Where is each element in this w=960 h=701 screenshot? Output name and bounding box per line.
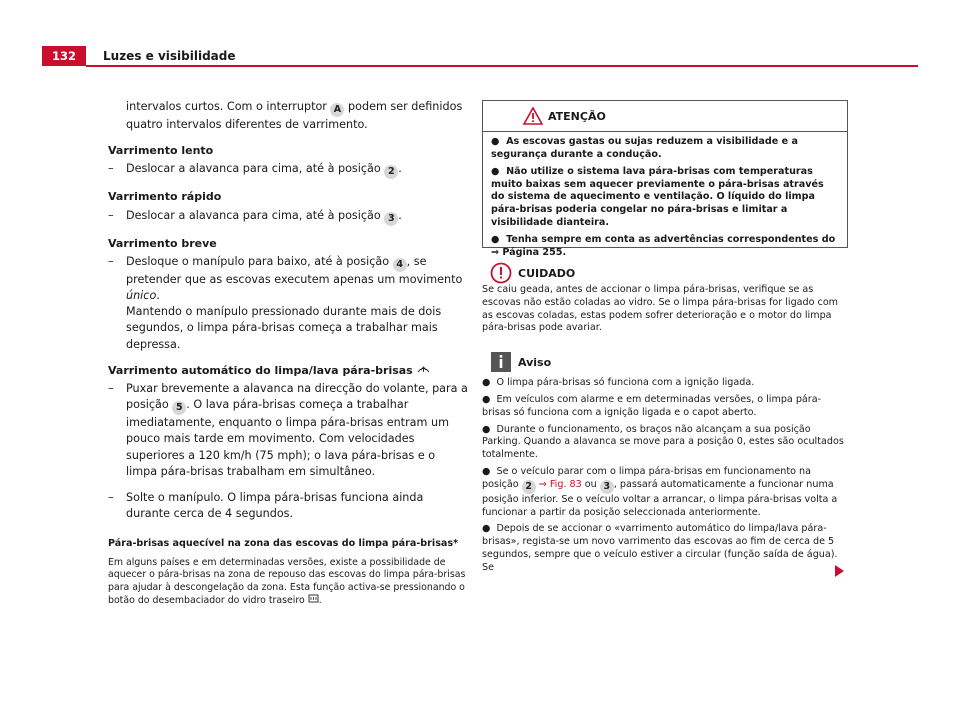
section-title-brief: Varrimento breve [108,236,217,250]
warning-header [483,101,847,132]
caution-title: CUIDADO [518,267,576,280]
notice-title: Aviso [518,356,552,370]
page-title: Luzes e visibilidade [103,49,236,63]
position-badge: 3 [384,212,398,226]
step-auto: – Puxar brevemente a alavanca na direcção do volante, para a posição 5 . O lava pára-brisas começa a trabalhar imediatamente, enquanto o limpa pára-brisas entram um pouco mais tarde em movimento. Com velocidades superiores a 120 km/h (75 mph); o lava pára-brisas e o limpa pára-brisas trabalham em simultâneo. [108,382,468,478]
warning-box [482,100,848,258]
position-badge: 2 [384,165,398,179]
notice-header [482,351,846,373]
warning-item: ● As escovas gastas ou sujas reduzem a visibilidade e a segurança durante a condução. [491,136,798,160]
left-column [108,99,468,608]
step-slow: – Deslocar a alavanca para cima, até à posição 2 . [108,162,402,178]
step-brief: – Desloque o manípulo para baixo, até à posição 4 , se pretender que as escovas executem apenas um movimento único. Mantendo o manípulo pressionado durante mais de dois segundos, o limpa pára-brisas começa a trabalhar mais depressa. [108,254,463,351]
header-rule [86,65,918,67]
warning-item: ● Não utilize o sistema lava pára-brisas com temperaturas muito baixas sem aquecer previamente o pára-brisas através do sistema de aquecimento e ventilação. O líquido do limpa pára-brisas poderia congelar no pára-brisas e limitar a visibilidade dianteira. [491,166,824,228]
notice-item: ● Se o veículo parar com o limpa pára-brisas em funcionamento na posição 2 ⇒ Fig. 83 ou 3 , passará automaticamente a funcionar numa posição inferior. Se o veículo voltar a arrancar, o limpa pára-brisas volta a funcionar a partir da posição seleccionada anteriormente. [482,465,838,518]
caution-header [482,262,846,284]
warning-title: ATENÇÃO [548,110,606,123]
section-title-heated: Pára-brisas aquecível na zona das escovas do limpa pára-brisas* [108,538,459,550]
step-release: – Solte o manípulo. O limpa pára-brisas funciona ainda durante cerca de 4 segundos. [108,491,424,521]
page-number: 132 [42,46,86,66]
notice-item: ● Depois de se accionar o «varrimento automático do limpa/lava pára-brisas», regista-se um novo varrimento das escovas ao fim de cerca de 5 segundos, sempre que o veículo estiver a circular (função saída de água). Se [482,523,838,573]
rear-defrost-icon [308,594,319,604]
position-badge: 4 [393,258,407,272]
info-icon [490,351,512,373]
position-badge: 2 [522,480,536,494]
caution-text: Se caiu geada, antes de accionar o limpa pára-brisas, verifique se as escovas não estão coladas ao vidro. Se o limpa pára-brisas for ligado com as escovas coladas, estas podem sofrer deterioração e o motor do limpa pára-brisas pode avariar. [482,284,839,334]
section-title-fast: Varrimento rápido [108,190,222,204]
washer-icon [417,364,430,375]
position-badge: 5 [172,401,186,415]
notice-item: ● O limpa pára-brisas só funciona com a ignição ligada. [482,377,755,389]
intro-paragraph: intervalos curtos. Com o interruptor A podem ser definidos quatro intervalos diferentes de varrimento. [126,100,463,131]
figure-link[interactable]: ⇒ Fig. 83 [538,478,582,490]
callout-badge: A [330,103,344,117]
warning-body [483,132,847,259]
warning-item: ● Tenha sempre em conta as advertências correspondentes do ⇒ Página 255. [491,234,836,258]
notice-item: ● Em veículos com alarme e em determinadas versões, o limpa pára-brisas só funciona com a ignição ligada e o capot aberto. [482,393,822,418]
right-column [482,262,846,575]
warning-triangle-icon [523,107,543,125]
notice-item: ● Durante o funcionamento, os braços não alcançam a sua posição Parking. Quando a alavanca se move para a posição 0, estes são ocultados totalmente. [482,423,844,461]
continue-arrow-icon [835,565,844,577]
section-title-slow: Varrimento lento [108,144,214,158]
section-title-auto: Varrimento automático do limpa/lava pára-brisas [108,363,468,379]
step-fast: – Deslocar a alavanca para cima, até à posição 3 . [108,208,402,224]
caution-icon [490,262,512,284]
position-badge: 3 [600,480,614,494]
heated-paragraph: Em alguns países e em determinadas versões, existe a possibilidade de aquecer o pára-brisas na zona de repouso das escovas do limpa pára-brisas para ajudar à descongelação da zona. Esta função activa-se pressionando o botão do desembaciador do vidro traseiro . [108,556,466,607]
